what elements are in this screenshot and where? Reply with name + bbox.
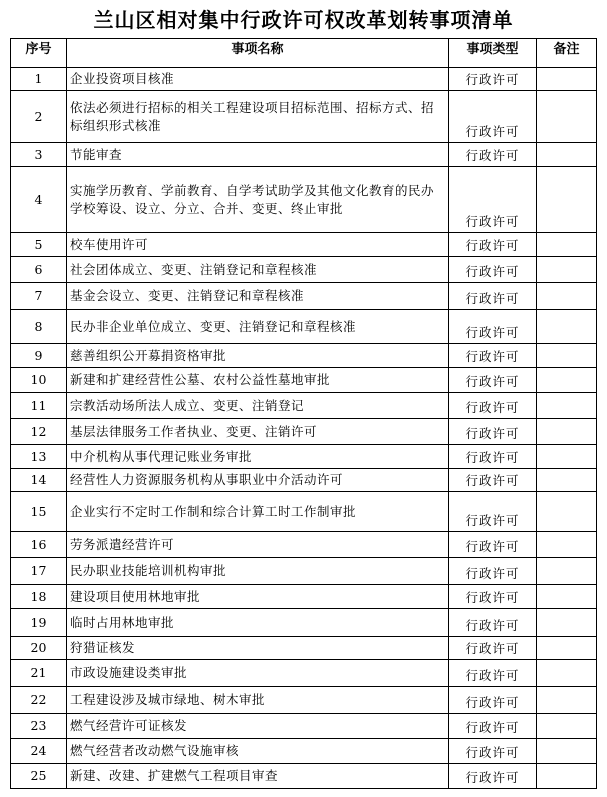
item-name: 基金会设立、变更、注销登记和章程核准	[67, 283, 449, 310]
item-name: 燃气经营许可证核发	[67, 714, 449, 739]
table-body	[11, 68, 597, 789]
item-type: 行政许可	[449, 739, 537, 764]
header-note: 备注	[537, 39, 597, 68]
item-type: 行政许可	[449, 344, 537, 368]
item-name: 宗教活动场所法人成立、变更、注销登记	[67, 393, 449, 419]
item-type: 行政许可	[449, 585, 537, 609]
table-row	[11, 368, 597, 393]
item-note	[537, 469, 597, 492]
table-row	[11, 660, 597, 687]
item-note	[537, 283, 597, 310]
table-row	[11, 167, 597, 233]
row-number: 16	[11, 532, 67, 558]
item-type: 行政许可	[449, 764, 537, 789]
item-name: 企业实行不定时工作制和综合计算工时工作制审批	[67, 492, 449, 532]
document-title: 兰山区相对集中行政许可权改革划转事项清单	[93, 8, 514, 32]
table-row	[11, 68, 597, 91]
table-row	[11, 91, 597, 143]
header-name: 事项名称	[67, 39, 449, 68]
table-row	[11, 310, 597, 344]
item-note	[537, 393, 597, 419]
item-name: 狩猎证核发	[67, 637, 449, 660]
table-row	[11, 257, 597, 283]
item-type: 行政许可	[449, 469, 537, 492]
items-table	[10, 38, 597, 789]
row-number: 8	[11, 310, 67, 344]
item-name: 新建和扩建经营性公墓、农村公益性墓地审批	[67, 368, 449, 393]
table-row	[11, 687, 597, 714]
row-number: 25	[11, 764, 67, 789]
table-row	[11, 419, 597, 445]
table-row	[11, 532, 597, 558]
row-number: 11	[11, 393, 67, 419]
item-note	[537, 739, 597, 764]
row-number: 17	[11, 558, 67, 585]
item-name: 中介机构从事代理记账业务审批	[67, 445, 449, 469]
table-row	[11, 714, 597, 739]
table-row	[11, 283, 597, 310]
item-type: 行政许可	[449, 393, 537, 419]
item-note	[537, 714, 597, 739]
item-note	[537, 687, 597, 714]
item-note	[537, 91, 597, 143]
item-note	[537, 558, 597, 585]
row-number: 23	[11, 714, 67, 739]
row-number: 6	[11, 257, 67, 283]
row-number: 22	[11, 687, 67, 714]
row-number: 13	[11, 445, 67, 469]
item-name: 慈善组织公开募捐资格审批	[67, 344, 449, 368]
table-row	[11, 445, 597, 469]
item-type: 行政许可	[449, 660, 537, 687]
item-name: 社会团体成立、变更、注销登记和章程核准	[67, 257, 449, 283]
item-type: 行政许可	[449, 532, 537, 558]
item-note	[537, 419, 597, 445]
row-number: 15	[11, 492, 67, 532]
item-type: 行政许可	[449, 368, 537, 393]
row-number: 4	[11, 167, 67, 233]
item-note	[537, 257, 597, 283]
item-note	[537, 492, 597, 532]
row-number: 7	[11, 283, 67, 310]
item-name: 依法必须进行招标的相关工程建设项目招标范围、招标方式、招标组织形式核准	[67, 91, 449, 143]
item-note	[537, 609, 597, 637]
item-note	[537, 167, 597, 233]
item-note	[537, 233, 597, 257]
item-note	[537, 637, 597, 660]
header-type: 事项类型	[449, 39, 537, 68]
item-name: 民办非企业单位成立、变更、注销登记和章程核准	[67, 310, 449, 344]
item-type: 行政许可	[449, 637, 537, 660]
item-note	[537, 344, 597, 368]
item-note	[537, 764, 597, 789]
row-number: 18	[11, 585, 67, 609]
row-number: 14	[11, 469, 67, 492]
row-number: 3	[11, 143, 67, 167]
item-name: 经营性人力资源服务机构从事职业中介活动许可	[67, 469, 449, 492]
item-note	[537, 68, 597, 91]
item-type: 行政许可	[449, 714, 537, 739]
item-name: 民办职业技能培训机构审批	[67, 558, 449, 585]
item-type: 行政许可	[449, 419, 537, 445]
item-name: 建设项目使用林地审批	[67, 585, 449, 609]
row-number: 20	[11, 637, 67, 660]
item-name: 企业投资项目核准	[67, 68, 449, 91]
item-type: 行政许可	[449, 91, 537, 143]
item-note	[537, 368, 597, 393]
item-type: 行政许可	[449, 233, 537, 257]
item-name: 燃气经营者改动燃气设施审核	[67, 739, 449, 764]
item-type: 行政许可	[449, 283, 537, 310]
item-type: 行政许可	[449, 492, 537, 532]
item-type: 行政许可	[449, 687, 537, 714]
row-number: 1	[11, 68, 67, 91]
item-note	[537, 532, 597, 558]
item-type: 行政许可	[449, 445, 537, 469]
item-name: 实施学历教育、学前教育、自学考试助学及其他文化教育的民办学校筹设、设立、分立、合并、变更、终止审批	[67, 167, 449, 233]
item-type: 行政许可	[449, 167, 537, 233]
table-row	[11, 143, 597, 167]
header-no: 序号	[11, 39, 67, 68]
item-type: 行政许可	[449, 558, 537, 585]
item-name: 工程建设涉及城市绿地、树木审批	[67, 687, 449, 714]
row-number: 19	[11, 609, 67, 637]
row-number: 5	[11, 233, 67, 257]
table-row	[11, 739, 597, 764]
item-note	[537, 585, 597, 609]
table-row	[11, 233, 597, 257]
table-row	[11, 469, 597, 492]
table-header-row	[11, 39, 597, 68]
row-number: 12	[11, 419, 67, 445]
item-type: 行政许可	[449, 609, 537, 637]
item-type: 行政许可	[449, 310, 537, 344]
item-name: 临时占用林地审批	[67, 609, 449, 637]
item-note	[537, 660, 597, 687]
row-number: 9	[11, 344, 67, 368]
table-row	[11, 492, 597, 532]
item-name: 市政设施建设类审批	[67, 660, 449, 687]
table-row	[11, 558, 597, 585]
item-name: 节能审查	[67, 143, 449, 167]
row-number: 10	[11, 368, 67, 393]
row-number: 2	[11, 91, 67, 143]
item-type: 行政许可	[449, 143, 537, 167]
row-number: 21	[11, 660, 67, 687]
item-name: 新建、改建、扩建燃气工程项目审查	[67, 764, 449, 789]
table-row	[11, 637, 597, 660]
table-row	[11, 764, 597, 789]
row-number: 24	[11, 739, 67, 764]
table-row	[11, 393, 597, 419]
item-type: 行政许可	[449, 257, 537, 283]
table-row	[11, 585, 597, 609]
item-note	[537, 310, 597, 344]
item-note	[537, 143, 597, 167]
item-type: 行政许可	[449, 68, 537, 91]
item-note	[537, 445, 597, 469]
table-row	[11, 609, 597, 637]
item-name: 劳务派遣经营许可	[67, 532, 449, 558]
table-row	[11, 344, 597, 368]
item-name: 基层法律服务工作者执业、变更、注销许可	[67, 419, 449, 445]
item-name: 校车使用许可	[67, 233, 449, 257]
